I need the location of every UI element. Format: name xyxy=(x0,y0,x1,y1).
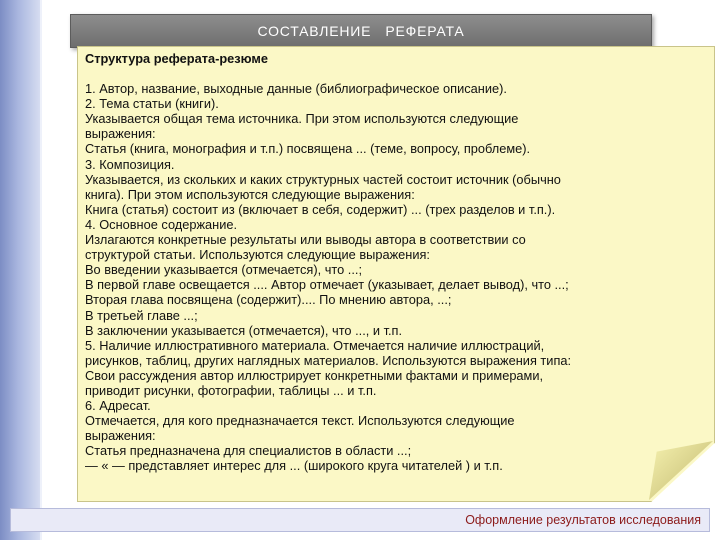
left-bar-divider xyxy=(40,0,42,540)
content-line: — « — представляет интерес для ... (широкого круга читателей ) и т.п. xyxy=(85,458,503,474)
content-line: В третьей главе ...; xyxy=(85,307,198,323)
content-line: книга). При этом используются следующие выражения: xyxy=(85,186,415,202)
footer-bar xyxy=(10,508,710,532)
section-subtitle: Структура реферата-резюме xyxy=(85,51,268,66)
content-line: Книга (статья) состоит из (включает в себя, содержит) ... (трех разделов и т.п.). xyxy=(85,201,556,217)
content-line: выражения: xyxy=(85,428,156,444)
content-line: 6. Адресат. xyxy=(85,398,151,414)
content-text-block xyxy=(85,51,705,474)
slide-title: СОСТАВЛЕНИЕ РЕФЕРАТА xyxy=(257,23,465,39)
content-line: структурой статьи. Используются следующие выражения: xyxy=(85,247,430,263)
content-line: 2. Тема статьи (книги). xyxy=(85,96,219,112)
content-line: 1. Автор, название, выходные данные (библиографическое описание). xyxy=(85,81,507,97)
content-line: Свои рассуждения автор иллюстрирует конкретными фактами и примерами, xyxy=(85,367,544,383)
content-line: 5. Наличие иллюстративного материала. Отмечается наличие иллюстраций, xyxy=(85,337,545,353)
content-line: Отмечается, для кого предназначается текст. Используются следующие xyxy=(85,413,515,429)
content-line: В заключении указывается (отмечается), что ..., и т.п. xyxy=(85,322,403,338)
content-line: Вторая глава посвящена (содержит).... По мнению автора, ...; xyxy=(85,292,452,308)
content-line: 3. Композиция. xyxy=(85,156,175,172)
content-line: рисунков, таблиц, других наглядных материалов. Используются выражения типа: xyxy=(85,352,572,368)
content-line: В первой главе освещается .... Автор отмечает (указывает, делает вывод), что ...; xyxy=(85,277,569,293)
content-line: Указывается, из скольких и каких структурных частей состоит источник (обычно xyxy=(85,171,561,187)
content-line: 4. Основное содержание. xyxy=(85,216,238,232)
footer-caption: Оформление результатов исследования xyxy=(465,513,701,527)
left-decorative-bar xyxy=(0,0,40,540)
content-line: Статья предназначена для специалистов в области ...; xyxy=(85,443,412,459)
content-line: Указывается общая тема источника. При этом используются следующие xyxy=(85,111,519,127)
content-line: Во введении указывается (отмечается), что ...; xyxy=(85,262,363,278)
content-line: выражения: xyxy=(85,126,156,142)
title-banner xyxy=(70,14,652,48)
content-line: Излагаются конкретные результаты или выводы автора в соответствии со xyxy=(85,232,526,248)
content-line: приводит рисунки, фотографии, таблицы ... и т.п. xyxy=(85,382,377,398)
content-line: Статья (книга, монография и т.п.) посвящена ... (теме, вопросу, проблеме). xyxy=(85,141,531,157)
content-lines xyxy=(85,81,705,473)
